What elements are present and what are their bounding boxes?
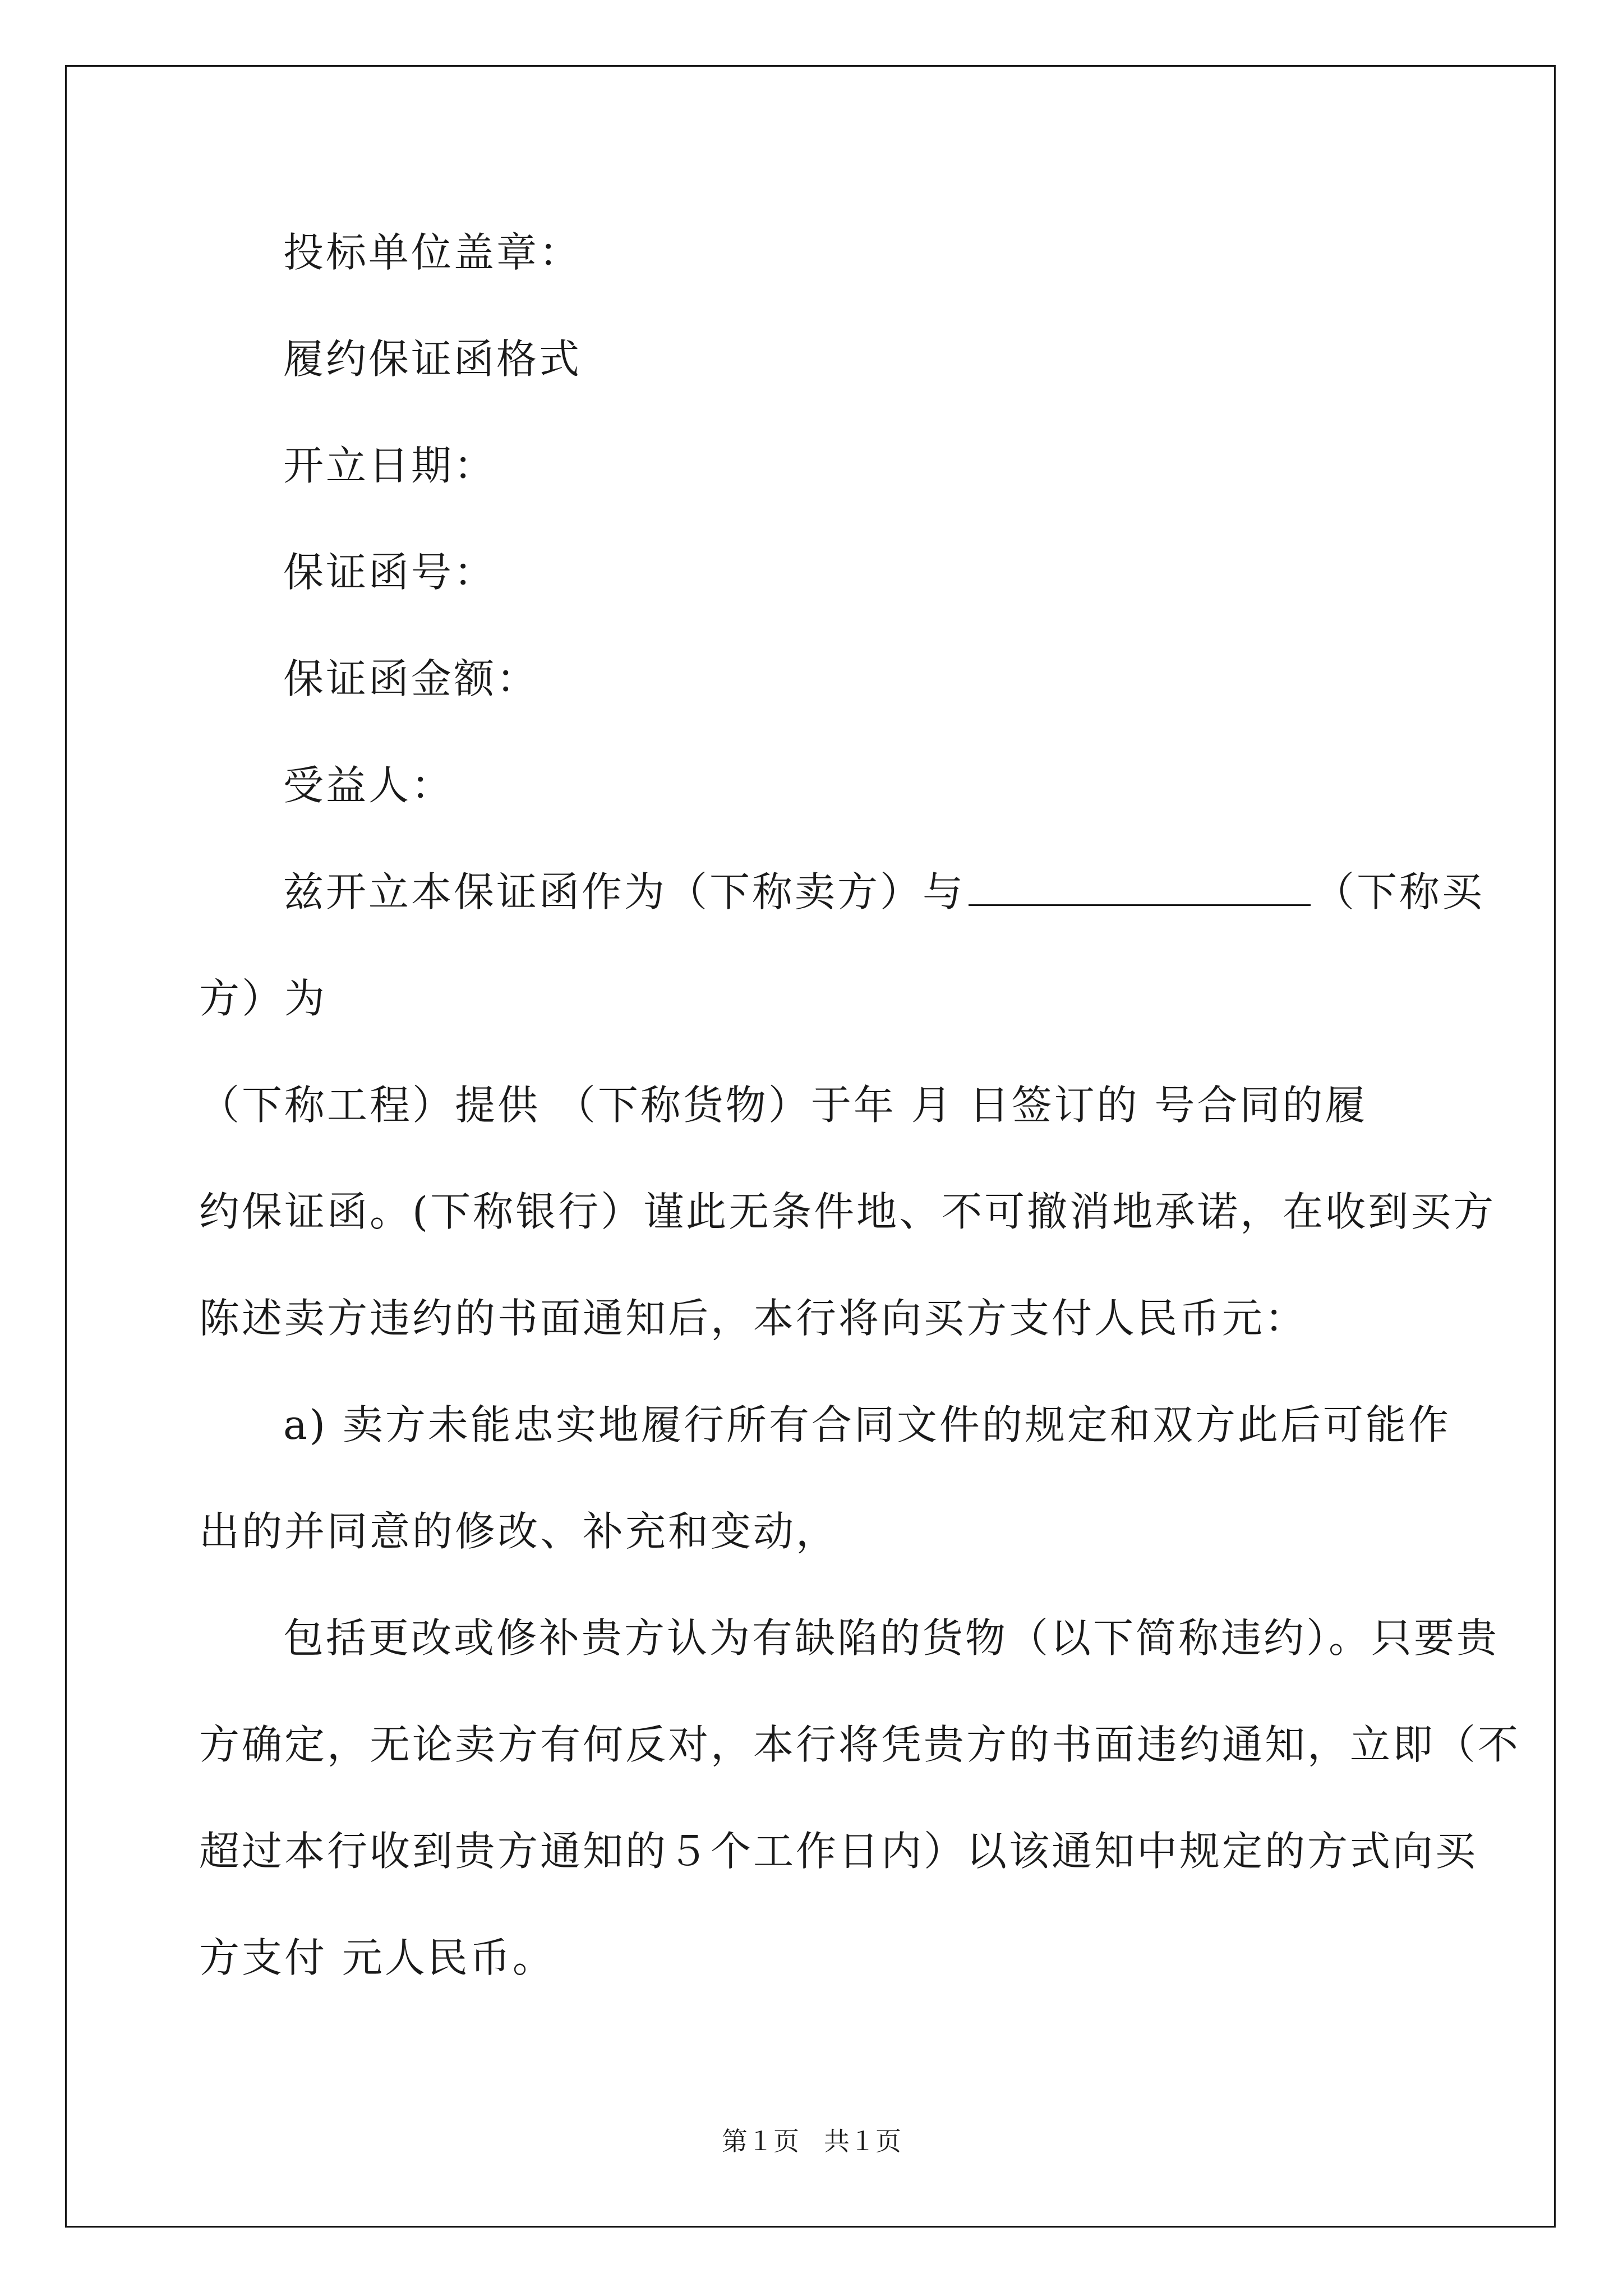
paragraph-line: 出的并同意的修改、补充和变动， <box>199 1508 839 1555</box>
issue-date-label: 开立日期： <box>283 442 497 489</box>
paragraph-line: 包括更改或修补贵方认为有缺陷的货物（以下简称违约）。只要贵 <box>283 1614 1500 1662</box>
page-total: 共１页 <box>824 2127 901 2156</box>
paragraph-line: 方确定，无论卖方有何反对，本行将凭贵方的书面违约通知，立即（不 <box>199 1721 1521 1768</box>
paragraph-line: 陈述卖方违约的书面通知后，本行将向买方支付人民币元： <box>199 1295 1308 1342</box>
page-border <box>65 65 1556 2228</box>
beneficiary-label: 受益人： <box>283 762 454 809</box>
paragraph-line: a) 卖方未能忠实地履行所有合同文件的规定和双方此后可能作 <box>283 1401 1451 1448</box>
paragraph-text: 兹开立本保证函作为（下称卖方）与 <box>283 868 966 915</box>
paragraph-line: 方）为 <box>199 975 328 1022</box>
guarantee-format-title: 履约保证函格式 <box>283 335 582 383</box>
blank-underline <box>969 873 1311 906</box>
paragraph-line <box>283 868 1485 915</box>
paragraph-line: 超过本行收到贵方通知的５个工作日内）以该通知中规定的方式向买 <box>199 1828 1478 1875</box>
guarantee-amount-label: 保证函金额： <box>283 655 540 702</box>
guarantee-number-label: 保证函号： <box>283 549 497 596</box>
bidder-seal-label: 投标单位盖章： <box>283 229 582 276</box>
paragraph-line: 方支付 元人民币。 <box>199 1934 555 1981</box>
paragraph-line: 约保证函。(下称银行）谨此无条件地、不可撤消地承诺，在收到买方 <box>199 1188 1496 1235</box>
page-footer <box>0 2129 1623 2155</box>
paragraph-line: （下称工程）提供 （下称货物）于年 月 日签订的 号合同的履 <box>199 1082 1368 1129</box>
page-current: 第１页 <box>722 2127 799 2156</box>
paragraph-text: （下称买 <box>1314 868 1485 915</box>
